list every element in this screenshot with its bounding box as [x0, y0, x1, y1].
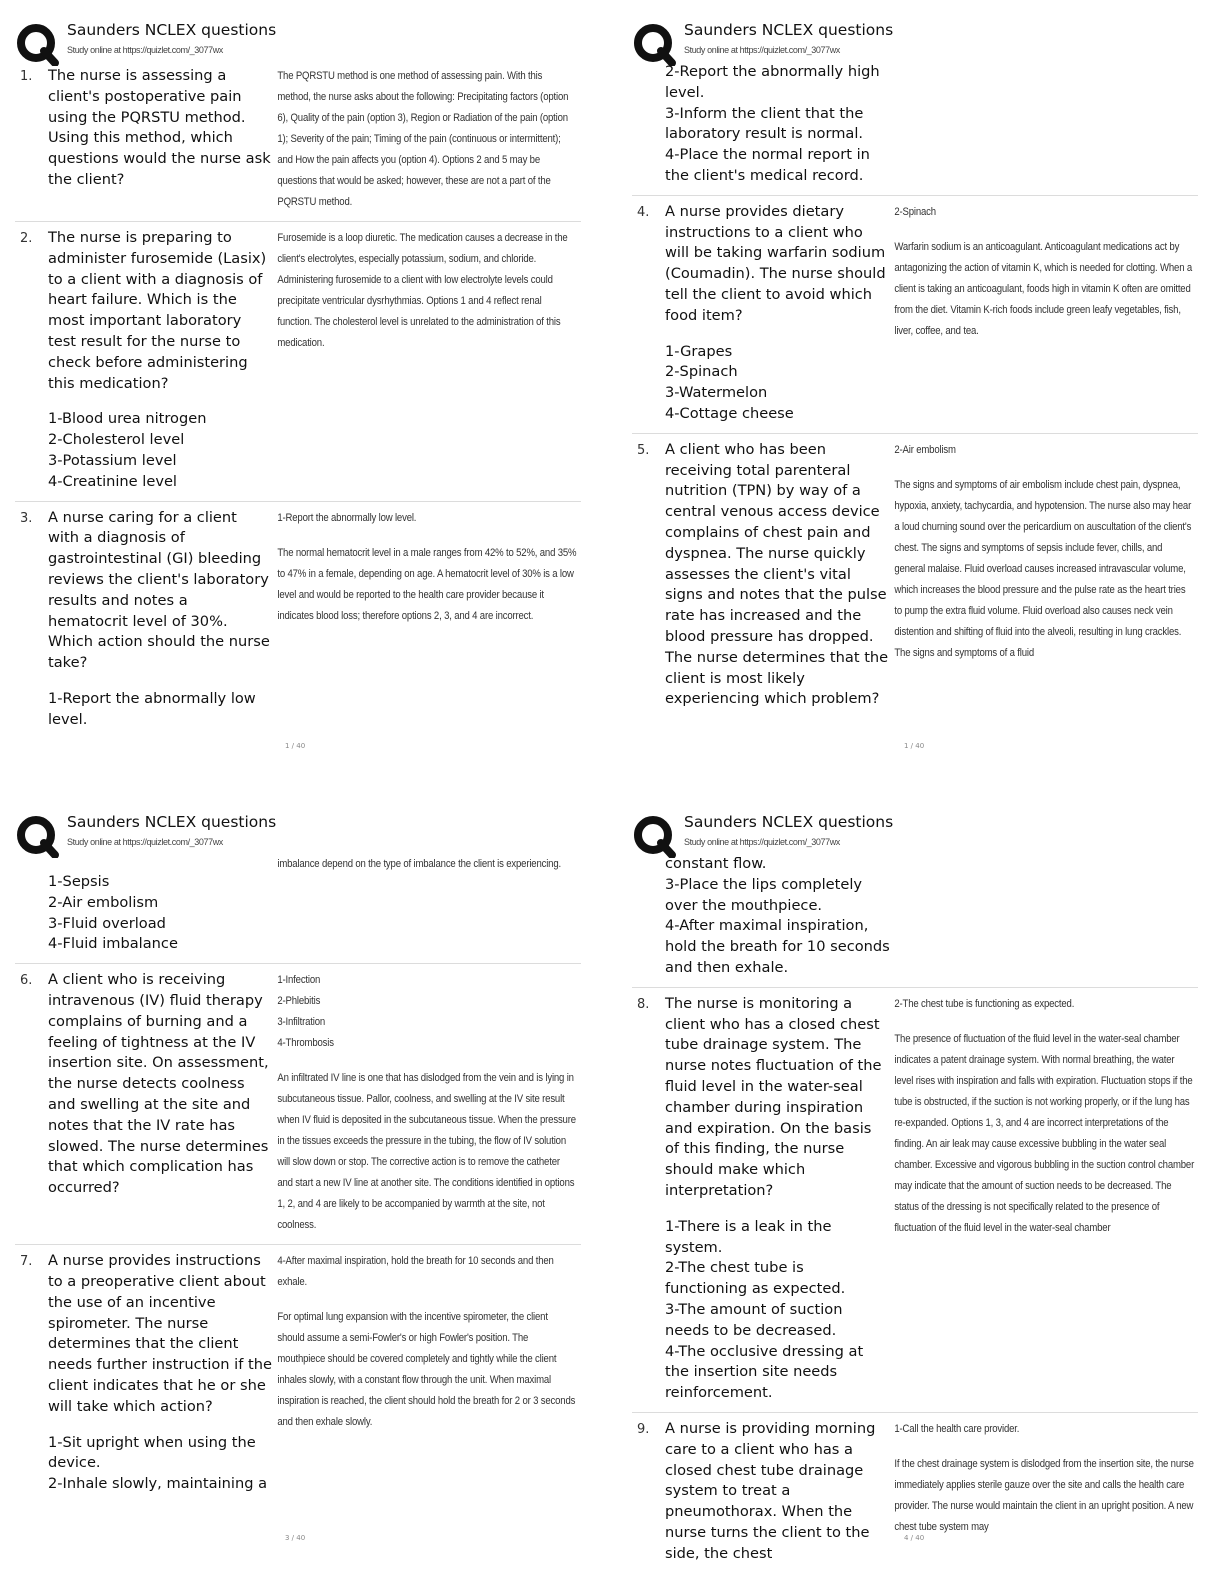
answer-short: 2-Air embolism: [894, 443, 956, 456]
question-item: [632, 196, 1198, 434]
answer-text: Warfarin sodium is an anticoagulant. Anticoagulant medications act by antagonizing the action of vitamin K, which is needed for clotting. When a client is taking an anticoagulant, foods high in vitamin K often are omitted from the diet. Vitamin K-rich foods include green leafy vegetables, fish, liver, coffee, and tea.: [894, 240, 1193, 337]
page-4: [632, 810, 1212, 1570]
page-content: [632, 60, 1198, 718]
page-number: 4 / 40: [904, 1534, 925, 1542]
question-number: 4.: [637, 204, 650, 220]
question-text: A client who has been receiving total parenteral nutrition (TPN) by way of a central venous access device complains of chest pain and dyspnea. The nurse quickly assesses the client's vital signs and notes that the pulse rate has increased and the blood pressure has dropped. The nurse determines that the client is most likely experiencing which problem?: [665, 440, 889, 708]
header-study-link[interactable]: Study online at https://quizlet.com/_3077wx: [67, 45, 223, 55]
question-item: [15, 222, 581, 502]
question-number: 2.: [20, 231, 33, 246]
question-number: 6.: [20, 973, 33, 989]
header-title: Saunders NCLEX questions: [684, 813, 894, 831]
option-item: 1-There is a leak in the system.: [665, 1217, 832, 1256]
option-list: [665, 62, 891, 187]
option-item: 1-Blood urea nitrogen: [48, 410, 207, 428]
answer-text: Furosemide is a loop diuretic. The medication causes a decrease in the client's electrolytes, especially potassium, sodium, and chloride. Administering furosemide to a client with low electrolyte levels could precipitate ventricular dysrhythmias. Options 1 and 4 reflect renal function. The cholesterol level is unrelated to the administration of this medication.: [277, 232, 568, 349]
option-item: 3-Watermelon: [665, 384, 768, 402]
answer-text: imbalance depend on the type of imbalance the client is experiencing.: [277, 858, 561, 870]
header-title: Saunders NCLEX questions: [684, 21, 894, 39]
continuation-item: [632, 60, 1198, 196]
option-list: [665, 1217, 889, 1404]
answer-option: 2-Phlebitis: [277, 995, 321, 1008]
answer-option-list: [274, 970, 574, 1054]
option-list: [665, 342, 889, 425]
question-number: 7.: [20, 1254, 33, 1270]
option-item: 4-The occlusive dressing at the insertion site needs reinforcement.: [665, 1342, 864, 1402]
option-list: [48, 689, 272, 731]
question-item: [15, 502, 581, 739]
answer-option: 1-Infection: [277, 974, 321, 987]
question-text: A nurse caring for a client with a diagnosis of gastrointestinal (GI) bleeding reviews the client's laboratory results and notes a hematocrit level of 30%. Which action should the nurse take?: [48, 508, 270, 672]
option-item: 2-Report the abnormally high level.: [665, 63, 880, 101]
option-item: 4-Place the normal report in the client's medical record.: [665, 146, 870, 184]
option-item: 1-Grapes: [665, 342, 733, 360]
option-item: 4-Fluid imbalance: [48, 935, 178, 953]
continuation-item: [632, 852, 1198, 988]
question-number: 5.: [637, 442, 650, 458]
option-list: [48, 854, 274, 955]
question-text: A nurse provides dietary instructions to a client who will be taking warfarin sodium (Coumadin). The nurse should tell the client to avoid which food item?: [665, 202, 886, 324]
answer-text: The presence of fluctuation of the fluid level in the water-seal chamber indicates a patent drainage system. With normal breathing, the water level rises with inspiration and falls with expiration. Fluctuation stops if the tube is obstructed, if the suction is not working properly, or if the lung has re-expanded. Options 1, 3, and 4 are incorrect interpretations of the finding. An air leak may cause excessive bubbling in the water seal chamber. Excessive and vigorous bubbling in the suction control chamber may indicate that the amount of suction needs to be decreased. The status of the dressing is not specifically related to the presence of fluctuation of the fluid level in the water-seal chamber: [894, 1032, 1195, 1234]
page-2: [632, 18, 1212, 778]
page-header: [632, 18, 1202, 64]
answer-option: 3-Infiltration: [277, 1016, 326, 1029]
answer-text: The PQRSTU method is one method of assessing pain. With this method, the nurse asks about the following: Precipitating factors (option 6), Quality of the pain (option 3), Region or Radiation of the pain (option 1); Severity of the pain; Timing of the pain (continuous or intermittent); and How the pain affects you (option 4). Options 2 and 5 may be questions that would be asked; however, these are not a part of the PQRSTU method.: [277, 70, 569, 208]
header-study-link[interactable]: Study online at https://quizlet.com/_3077wx: [684, 45, 840, 55]
page-1: [15, 18, 595, 778]
option-item: 3-Inform the client that the laboratory result is normal.: [665, 104, 864, 143]
header-title: Saunders NCLEX questions: [67, 813, 277, 831]
option-item: 2-Cholesterol level: [48, 431, 185, 449]
option-item: 4-Creatinine level: [48, 472, 177, 490]
option-item: 3-Potassium level: [48, 451, 177, 469]
answer-short: 1-Call the health care provider.: [894, 1422, 1020, 1435]
option-item: constant flow.: [665, 855, 767, 872]
answer-option: 4-Thrombosis: [277, 1037, 334, 1050]
option-item: 1-Sepsis: [48, 873, 110, 890]
option-item: 2-The chest tube is functioning as expected.: [665, 1259, 846, 1298]
question-number: 1.: [20, 69, 33, 84]
page-content: [15, 852, 581, 1503]
answer-short: 2-Spinach: [894, 205, 936, 218]
page-number: 1 / 40: [285, 742, 306, 750]
header-study-link[interactable]: Study online at https://quizlet.com/_3077wx: [67, 837, 223, 847]
answer-short: 2-The chest tube is functioning as expected.: [894, 997, 1075, 1010]
option-item: 4-Cottage cheese: [665, 404, 794, 422]
option-list: [48, 409, 272, 492]
option-item: 2-Air embolism: [48, 893, 159, 911]
question-number: 3.: [20, 510, 33, 526]
question-number: 8.: [637, 996, 650, 1012]
question-item: [632, 434, 1198, 718]
page-header: [632, 810, 1202, 856]
continuation-item: [15, 852, 581, 964]
answer-short: 1-Report the abnormally low level.: [277, 511, 417, 524]
page-header: [15, 810, 585, 856]
answer-text: For optimal lung expansion with the incentive spirometer, the client should assume a semi-Fowler's or high Fowler's position. The mouthpiece should be covered completely and tightly while the client inhales slowly, with a constant flow through the unit. When maximal inspiration is reached, the client should hold the breath for 2 or 3 seconds and then exhale slowly.: [277, 1311, 576, 1429]
answer-text: If the chest drainage system is dislodged from the insertion site, the nurse immediately applies sterile gauze over the site and calls the health care provider. The nurse would maintain the client in an upright position. A new chest tube system may: [894, 1457, 1194, 1533]
option-list: [48, 1433, 272, 1495]
page-content: [632, 852, 1198, 1570]
header-study-link[interactable]: Study online at https://quizlet.com/_3077wx: [684, 837, 840, 847]
question-item: [15, 60, 581, 222]
answer-text: The signs and symptoms of air embolism include chest pain, dyspnea, hypoxia, anxiety, tachycardia, and hypotension. The nurse also may hear a loud churning sound over the pericardium on auscultation of the client's chest. The signs and symptoms of sepsis include fever, chills, and general malaise. Fluid overload causes increased intravascular volume, which increases the blood pressure and the pulse rate as the heart tries to pump the extra fluid volume. Fluid overload also causes neck vein distention and shifting of fluid into the alveoli, resulting in lung crackles. The signs and symptoms of a fluid: [894, 478, 1192, 659]
option-list: [665, 854, 891, 979]
question-text: A nurse is providing morning care to a client who has a closed chest tube drainage system to treat a pneumothorax. When the nurse turns the client to the side, the chest: [665, 1419, 876, 1562]
question-number: 9.: [637, 1421, 650, 1437]
question-text: A nurse provides instructions to a preoperative client about the use of an incentive spirometer. The nurse determines that the client needs further instruction if the client indicates that he or she will take which action?: [48, 1252, 272, 1415]
option-item: 3-Place the lips completely over the mouthpiece.: [665, 875, 863, 914]
page-number: 3 / 40: [285, 1534, 306, 1542]
question-text: The nurse is monitoring a client who has a closed chest tube drainage system. The nurse notes fluctuation of the fluid level in the water-seal chamber during inspiration and expiration. On the basis of this finding, the nurse should make which interpretation?: [665, 994, 882, 1199]
page-header: [15, 18, 585, 64]
question-item: [632, 1413, 1198, 1570]
question-text: The nurse is preparing to administer furosemide (Lasix) to a client with a diagnosis of heart failure. Which is the most important laboratory test result for the nurse to check before administering this medication?: [48, 229, 267, 392]
question-item: [632, 988, 1198, 1413]
option-item: 2-Inhale slowly, maintaining a: [48, 1475, 268, 1493]
option-item: 3-Fluid overload: [48, 914, 166, 932]
question-text: A client who is receiving intravenous (IV) fluid therapy complains of burning and a feeling of tightness at the IV insertion site. On assessment, the nurse detects coolness and swelling at the site and notes that the IV rate has slowed. The nurse determines that which complication has occurred?: [48, 971, 269, 1197]
question-text: The nurse is assessing a client's postoperative pain using the PQRSTU method. Using this method, which questions would the nurse ask the client?: [48, 67, 271, 188]
option-item: 3-The amount of suction needs to be decreased.: [665, 1300, 843, 1339]
option-item: 4-After maximal inspiration, hold the breath for 10 seconds and then exhale.: [665, 917, 890, 976]
header-title: Saunders NCLEX questions: [67, 21, 277, 39]
option-item: 2-Spinach: [665, 363, 738, 381]
question-item: [15, 1245, 581, 1503]
answer-text: An infiltrated IV line is one that has dislodged from the vein and is lying in subcutaneous tissue. Pallor, coolness, and swelling at the IV site result when IV fluid is deposited in the subcutaneous tissue. When the pressure in the tissues exceeds the pressure in the tubing, the flow of IV solution will slow down or stop. The corrective action is to remove the catheter and start a new IV line at another site. The conditions identified in options 1, 2, and 4 are likely to be accompanied by warmth at the site, not coolness.: [277, 1072, 576, 1232]
page-content: [15, 60, 581, 739]
answer-text: The normal hematocrit level in a male ranges from 42% to 52%, and 35% to 47% in a female, depending on age. A hematocrit level of 30% is a low level and would be reported to the health care provider because it indicates blood loss; therefore options 2, 3, and 4 are incorrect.: [277, 546, 577, 622]
page-number: 1 / 40: [904, 742, 925, 750]
page-3: [15, 810, 595, 1570]
option-item: 1-Report the abnormally low level.: [48, 689, 256, 728]
answer-short: 4-After maximal inspiration, hold the breath for 10 seconds and then exhale.: [277, 1255, 554, 1289]
question-item: [15, 964, 581, 1245]
option-item: 1-Sit upright when using the device.: [48, 1433, 256, 1472]
